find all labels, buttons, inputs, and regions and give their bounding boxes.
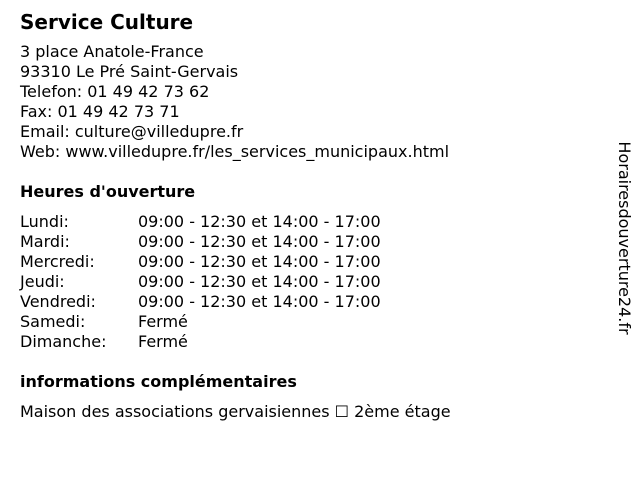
- street-address: 3 place Anatole-France: [20, 42, 204, 61]
- time-value: Fermé: [138, 312, 188, 331]
- email-address: Email: culture@villedupre.fr: [20, 122, 244, 141]
- hours-row-monday: [20, 212, 600, 232]
- time-value: 09:00 - 12:30 et 14:00 - 17:00: [138, 292, 381, 311]
- time-value: 09:00 - 12:30 et 14:00 - 17:00: [138, 252, 381, 271]
- hours-row-tuesday: [20, 232, 600, 252]
- info-heading: informations complémentaires: [20, 372, 297, 391]
- day-label: Jeudi:: [20, 272, 65, 291]
- day-label: Mercredi:: [20, 252, 95, 271]
- fax-number: Fax: 01 49 42 73 71: [20, 102, 180, 121]
- business-card: [20, 10, 600, 422]
- hours-heading: Heures d'ouverture: [20, 182, 196, 201]
- hours-row-friday: [20, 292, 600, 312]
- hours-row-wednesday: [20, 252, 600, 272]
- hours-table: [20, 212, 600, 352]
- page-title: Service Culture: [20, 10, 194, 34]
- day-label: Dimanche:: [20, 332, 107, 351]
- day-label: Lundi:: [20, 212, 69, 231]
- address-block: [20, 42, 600, 162]
- hours-row-sunday: [20, 332, 600, 352]
- day-label: Mardi:: [20, 232, 70, 251]
- info-text: Maison des associations gervaisiennes ☐ 2ème étage: [20, 402, 451, 421]
- time-value: 09:00 - 12:30 et 14:00 - 17:00: [138, 232, 381, 251]
- day-label: Samedi:: [20, 312, 86, 331]
- hours-row-saturday: [20, 312, 600, 332]
- watermark-label: Horairesdouverture24.fr: [615, 141, 634, 335]
- website-address: Web: www.villedupre.fr/les_services_municipaux.html: [20, 142, 450, 161]
- postal-city: 93310 Le Pré Saint-Gervais: [20, 62, 239, 81]
- time-value: Fermé: [138, 332, 188, 351]
- hours-row-thursday: [20, 272, 600, 292]
- time-value: 09:00 - 12:30 et 14:00 - 17:00: [138, 272, 381, 291]
- day-label: Vendredi:: [20, 292, 96, 311]
- phone-number: Telefon: 01 49 42 73 62: [20, 82, 210, 101]
- time-value: 09:00 - 12:30 et 14:00 - 17:00: [138, 212, 381, 231]
